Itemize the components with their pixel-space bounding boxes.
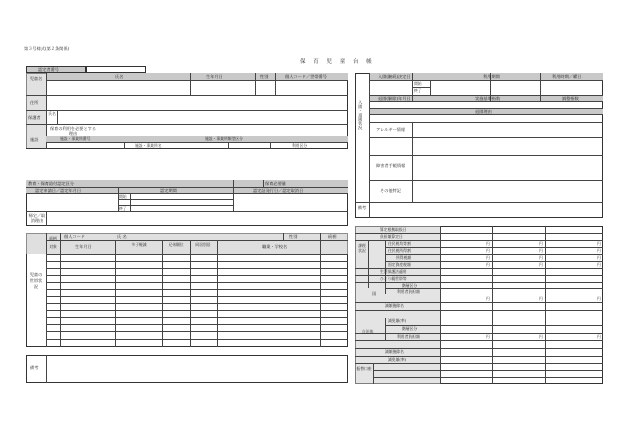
facility-code-label: 施設・事業所番号 (60, 136, 91, 142)
usage-start-label: 開始 (414, 81, 422, 86)
job-school-label: 職業・学校名 (262, 244, 288, 249)
income-tax-label: 所得税額 (396, 254, 412, 260)
apply-date-label: 認定申請日／認定年月日 (35, 187, 82, 193)
cert-number-field[interactable] (86, 66, 146, 73)
facility-label: 施設 (30, 137, 39, 142)
usage-time-label: 利用時期／曜日 (552, 74, 582, 79)
yen-2b: 円 (539, 247, 543, 253)
relation-label: 続柄 (49, 236, 57, 241)
reduction-2-label: 減免額(率) (388, 318, 407, 323)
same-household-label: 同居別居 (195, 242, 211, 247)
page-title: 保 育 児 童 台 帳 (300, 59, 375, 65)
form-id: 第３号様式(第２条関係) (24, 46, 70, 51)
disability-level-label: 多子軽減 (131, 242, 147, 247)
usage-period-label: 利用期間 (483, 74, 500, 79)
other-label: その他特記 (380, 188, 401, 193)
household-kinship-label: 続柄 (328, 234, 337, 239)
base-index-label: 実施基準指数 (475, 95, 501, 101)
admission-remarks-label: 備考 (357, 205, 367, 210)
national-label: 国 (372, 291, 377, 296)
tax-side-label: 課税状況 (358, 243, 366, 253)
user-fee-label: 利用者負担額 (397, 289, 420, 294)
yen-4c: 円 (597, 261, 601, 267)
yen-4a: 円 (486, 261, 490, 267)
municipal-tax-income-label: 住民税所得割 (388, 247, 411, 253)
cert-end-label: 終了 (119, 205, 127, 211)
reduction-3-label: 減額後除名 (385, 349, 404, 354)
need-reason-label: 保育の利用を必要とする理由 (49, 126, 97, 136)
withdraw-date-label: 退園(解除)年月日 (378, 95, 411, 101)
household-birthdate-label: 生年月日 (75, 244, 92, 249)
cert-number-label: 認定者番号 (38, 66, 59, 72)
single-parent-label: ひとり親世帯等 (380, 275, 407, 281)
change-date-label: 認定証発行日／認定取消日 (253, 187, 304, 193)
fixed-asset-label: 固定資産税額 (388, 261, 411, 267)
admission-side-label: 入園・退園状況 (358, 100, 364, 130)
local-label: 自治体 (362, 329, 374, 334)
yen-6a: 円 (486, 333, 490, 339)
disability-label: 障害者手帳情報 (376, 163, 406, 168)
admission-date-label: 入園(継続)決定日 (378, 74, 411, 79)
guardian-label: 保護者 (28, 115, 41, 120)
cert-start-label: 開始 (119, 194, 127, 199)
yen-1a: 円 (486, 240, 490, 246)
usage-type-label: 利用区分 (292, 142, 308, 148)
address-label: 住所 (30, 100, 39, 105)
yen-3c: 円 (597, 254, 601, 260)
child-label: 児童名 (29, 76, 43, 81)
personal-code-label: 個人コード (64, 234, 85, 239)
tier-label: 階層区分 (402, 282, 418, 288)
withdraw-reason-label: 退園理由 (475, 108, 492, 114)
welfare-label: 生活保護法適用 (380, 268, 407, 274)
user-fee-local-label: 利用者負担額 (397, 333, 420, 339)
facility-category-label: 施設・事業所類型区分 (205, 136, 243, 142)
guardian-name-label: 氏名 (48, 111, 56, 116)
relation-target-label: 対象 (49, 244, 57, 249)
care-need-label: 保育必要量 (265, 180, 286, 186)
adjust-index-label: 調整指数 (562, 95, 579, 101)
col-name: 氏名 (115, 74, 124, 79)
cert-category-label: 教育・保育給付認定区分 (28, 180, 75, 186)
calc-date-label: 算定根拠取扱日 (380, 226, 407, 232)
yen-1c: 円 (597, 240, 601, 246)
account-label: 振替口座 (356, 366, 372, 371)
col-sex: 性別 (260, 74, 269, 79)
facility-name-label: 施設・事業所名 (135, 142, 162, 148)
yen-3a: 円 (486, 254, 490, 260)
yen-5c: 円 (597, 296, 601, 301)
fee-date-label: 負担額算定日 (380, 233, 403, 239)
sibling-rank-label: 兄弟順位 (168, 242, 184, 247)
col-personal-code: 個人コード／世帯番号 (285, 74, 327, 79)
usage-end-label: 終了 (414, 88, 422, 93)
allergy-label: アレルギー情報 (376, 127, 406, 132)
tier-local-label: 階層区分 (402, 326, 418, 331)
household-side-label: 児童の世帯状況 (29, 272, 43, 289)
yen-1b: 円 (539, 240, 543, 246)
household-name-label: 氏 名 (117, 234, 127, 239)
pickup-reason-label: 帰宅／取消理由 (28, 212, 46, 223)
yen-4b: 円 (539, 261, 543, 267)
yen-2a: 円 (486, 247, 490, 253)
yen-5a: 円 (486, 296, 490, 301)
yen-3b: 円 (539, 254, 543, 260)
cert-period-label: 認定期間 (160, 187, 177, 193)
col-birthdate: 生年月日 (206, 74, 223, 79)
yen-5b: 円 (539, 296, 543, 301)
yen-6b: 円 (539, 333, 543, 339)
household-remarks-label: 備考 (30, 365, 39, 370)
reduction-4-label: 減免額(率) (388, 356, 407, 362)
household-sex-label: 性別 (289, 234, 298, 239)
yen-2c: 円 (597, 247, 601, 253)
reduction-1-label: 減額後除名 (385, 303, 404, 308)
municipal-tax-current-label: 住民税均等割 (388, 240, 411, 246)
yen-6c: 円 (597, 333, 601, 339)
